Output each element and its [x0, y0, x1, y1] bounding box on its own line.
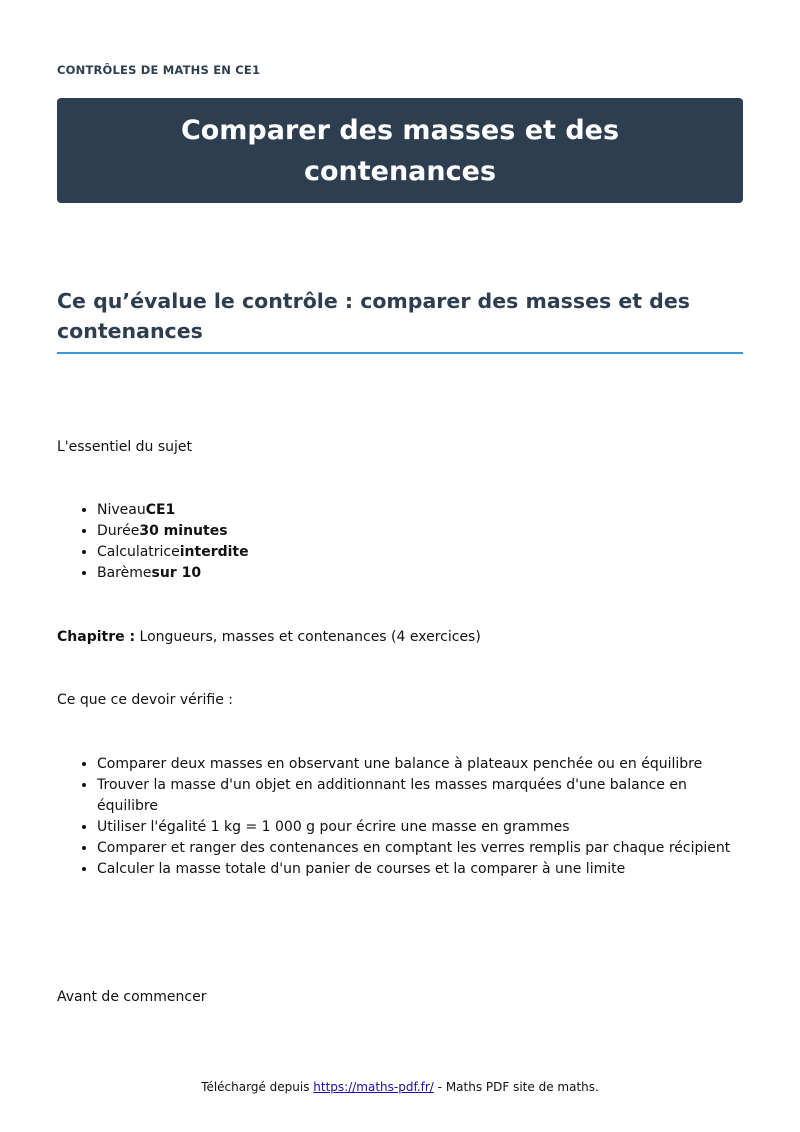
fact-label: Niveau: [97, 502, 146, 518]
footer-suffix: - Maths PDF site de maths.: [437, 1080, 599, 1094]
fact-value: CE1: [145, 502, 176, 518]
footer-link[interactable]: https://maths-pdf.fr/: [313, 1080, 434, 1094]
footer-prefix: Téléchargé depuis: [201, 1080, 310, 1094]
fact-item-duree: [97, 521, 743, 542]
fact-label: Durée: [97, 523, 140, 539]
fact-item-niveau: [97, 500, 743, 521]
chapter-value: Longueurs, masses et contenances (4 exercices): [139, 629, 481, 645]
facts-list: [57, 500, 743, 584]
skill-item: • Utiliser l'égalité 1 kg = 1 000 g pour écrire une masse en grammes: [97, 817, 743, 838]
verifie-label: Ce que ce devoir vérifie :: [57, 692, 234, 708]
skill-item: • Comparer deux masses en observant une balance à plateaux penchée ou en équilibre: [97, 754, 743, 775]
fact-item-bareme: [97, 563, 743, 584]
fact-label: Calculatrice: [97, 544, 180, 560]
fact-item-calculatrice: [97, 542, 743, 563]
chapter-line: [57, 627, 481, 648]
document-title: Comparer des masses et des contenances: [180, 114, 620, 187]
fact-value: interdite: [179, 544, 249, 560]
document-kicker: CONTRÔLES DE MATHS EN CE1: [57, 63, 261, 77]
section-heading: Ce qu’évalue le contrôle : comparer des masses et des contenances: [57, 286, 743, 354]
page-footer: [0, 1080, 800, 1094]
fact-label: Barème: [97, 565, 152, 581]
title-banner: [57, 98, 743, 203]
skills-list: [57, 754, 743, 880]
fact-value: sur 10: [151, 565, 202, 581]
skill-item: • Trouver la masse d'un objet en additionnant les masses marquées d'une balance en équilibre: [97, 775, 743, 817]
essentiel-label: L'essentiel du sujet: [57, 439, 193, 455]
skill-item: • Calculer la masse totale d'un panier de courses et la comparer à une limite: [97, 859, 743, 880]
fact-value: 30 minutes: [139, 523, 228, 539]
avant-label: Avant de commencer: [57, 989, 207, 1005]
chapter-label: Chapitre :: [57, 629, 136, 645]
skill-item: • Comparer et ranger des contenances en comptant les verres remplis par chaque récipient: [97, 838, 743, 859]
